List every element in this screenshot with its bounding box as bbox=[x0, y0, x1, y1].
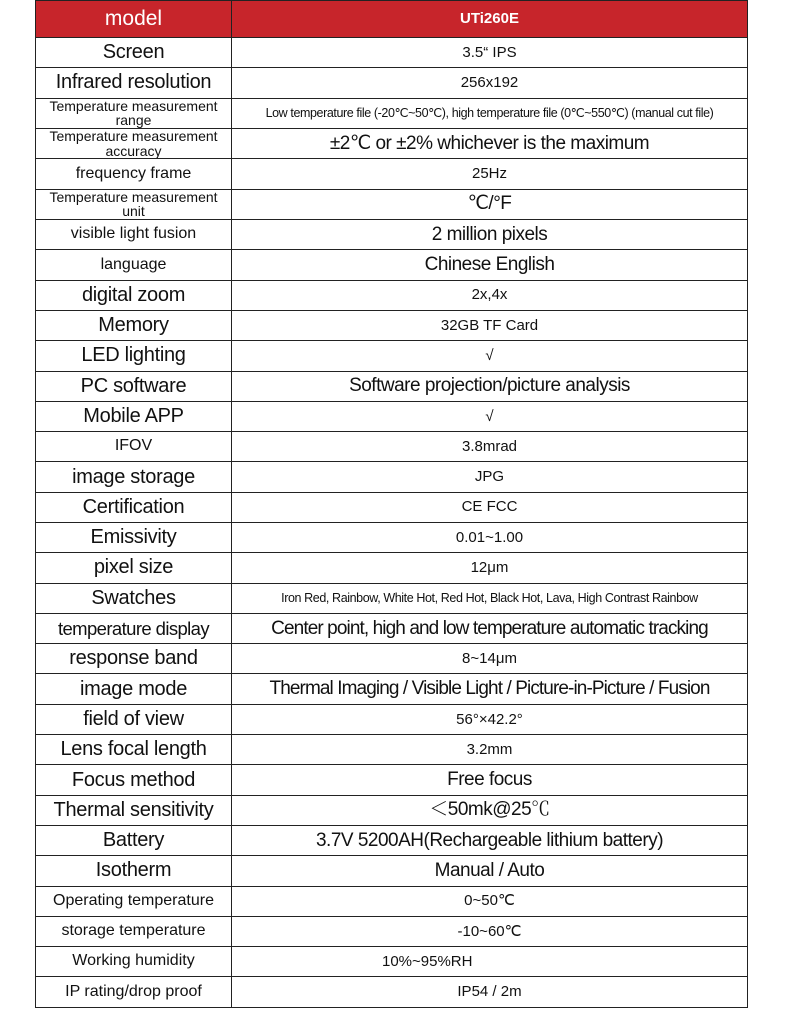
row-label: Lens focal length bbox=[36, 735, 232, 765]
row-label: Screen bbox=[36, 38, 232, 68]
table-row bbox=[36, 765, 748, 795]
table-row bbox=[36, 583, 748, 613]
row-label: Infrared resolution bbox=[36, 68, 232, 98]
row-value: 3.8mrad bbox=[232, 432, 748, 462]
row-label: Temperature measurement accuracy bbox=[36, 128, 232, 158]
table-row bbox=[36, 977, 748, 1007]
table-row bbox=[36, 735, 748, 765]
row-label: image mode bbox=[36, 674, 232, 704]
table-row bbox=[36, 401, 748, 431]
row-label: frequency frame bbox=[36, 159, 232, 189]
row-value: IP54 / 2m bbox=[232, 977, 748, 1007]
row-value: 3.5“ IPS bbox=[232, 38, 748, 68]
row-value: 32GB TF Card bbox=[232, 310, 748, 340]
row-value: Thermal Imaging / Visible Light / Picture-in-Picture / Fusion bbox=[232, 674, 748, 704]
row-label: IFOV bbox=[36, 432, 232, 462]
table-row bbox=[36, 280, 748, 310]
row-value: ±2℃ or ±2% whichever is the maximum bbox=[232, 128, 748, 158]
row-value: 256x192 bbox=[232, 68, 748, 98]
table-row bbox=[36, 947, 748, 977]
row-value: 2 million pixels bbox=[232, 220, 748, 250]
row-value: Center point, high and low temperature automatic tracking bbox=[232, 613, 748, 643]
table-row bbox=[36, 674, 748, 704]
row-value: Free focus bbox=[232, 765, 748, 795]
row-label: PC software bbox=[36, 371, 232, 401]
row-label: Working humidity bbox=[36, 947, 232, 977]
table-row bbox=[36, 98, 748, 128]
header-model-label: model bbox=[36, 1, 232, 38]
row-label: field of view bbox=[36, 704, 232, 734]
row-value: 25Hz bbox=[232, 159, 748, 189]
table-row bbox=[36, 613, 748, 643]
row-label: digital zoom bbox=[36, 280, 232, 310]
row-value: √ bbox=[232, 341, 748, 371]
row-value: CE FCC bbox=[232, 492, 748, 522]
table-row bbox=[36, 341, 748, 371]
table-row bbox=[36, 704, 748, 734]
row-label: pixel size bbox=[36, 553, 232, 583]
row-value: 3.7V 5200AH(Rechargeable lithium battery) bbox=[232, 825, 748, 855]
row-value: JPG bbox=[232, 462, 748, 492]
row-value: 0~50℃ bbox=[232, 886, 748, 916]
table-row bbox=[36, 310, 748, 340]
row-label: Isotherm bbox=[36, 856, 232, 886]
table-row bbox=[36, 68, 748, 98]
row-label: Temperature measurement unit bbox=[36, 189, 232, 219]
row-value: ＜50mk@25℃ bbox=[232, 795, 748, 825]
row-label: storage temperature bbox=[36, 916, 232, 946]
table-row bbox=[36, 795, 748, 825]
row-label: Temperature measurement range bbox=[36, 98, 232, 128]
row-value: -10~60℃ bbox=[232, 916, 748, 946]
row-label: language bbox=[36, 250, 232, 280]
row-label: response band bbox=[36, 644, 232, 674]
row-label: Memory bbox=[36, 310, 232, 340]
row-label: Mobile APP bbox=[36, 401, 232, 431]
table-row bbox=[36, 371, 748, 401]
table-row bbox=[36, 250, 748, 280]
row-value: 8~14μm bbox=[232, 644, 748, 674]
table-row bbox=[36, 492, 748, 522]
table-row bbox=[36, 462, 748, 492]
row-label: Focus method bbox=[36, 765, 232, 795]
row-value: 3.2mm bbox=[232, 735, 748, 765]
table-row bbox=[36, 189, 748, 219]
row-value: Low temperature file (-20℃~50℃), high temperature file (0℃~550℃) (manual cut file) bbox=[232, 98, 748, 128]
row-value: ℃/°F bbox=[232, 189, 748, 219]
table-row bbox=[36, 856, 748, 886]
row-value: 12μm bbox=[232, 553, 748, 583]
row-label: image storage bbox=[36, 462, 232, 492]
row-value: Chinese English bbox=[232, 250, 748, 280]
row-label: IP rating/drop proof bbox=[36, 977, 232, 1007]
row-label: temperature display bbox=[36, 613, 232, 643]
row-value: 0.01~1.00 bbox=[232, 522, 748, 552]
row-value: Iron Red, Rainbow, White Hot, Red Hot, Black Hot, Lava, High Contrast Rainbow bbox=[232, 583, 748, 613]
row-label: Certification bbox=[36, 492, 232, 522]
table-row bbox=[36, 886, 748, 916]
spec-table bbox=[35, 0, 748, 1008]
table-row bbox=[36, 128, 748, 158]
row-label: Emissivity bbox=[36, 522, 232, 552]
table-row bbox=[36, 553, 748, 583]
table-row bbox=[36, 825, 748, 855]
table-row bbox=[36, 159, 748, 189]
row-label: visible light fusion bbox=[36, 220, 232, 250]
table-row bbox=[36, 644, 748, 674]
row-label: LED lighting bbox=[36, 341, 232, 371]
table-header-row bbox=[36, 1, 748, 38]
header-model-value: UTi260E bbox=[232, 1, 748, 38]
row-value: Manual / Auto bbox=[232, 856, 748, 886]
row-label: Battery bbox=[36, 825, 232, 855]
row-value: √ bbox=[232, 401, 748, 431]
row-label: Swatches bbox=[36, 583, 232, 613]
row-value: 2x,4x bbox=[232, 280, 748, 310]
row-label: Thermal sensitivity bbox=[36, 795, 232, 825]
table-row bbox=[36, 432, 748, 462]
row-value: 10%~95%RH bbox=[232, 947, 748, 977]
spec-sheet bbox=[35, 0, 747, 1008]
table-row bbox=[36, 522, 748, 552]
row-label: Operating temperature bbox=[36, 886, 232, 916]
table-row bbox=[36, 916, 748, 946]
table-row bbox=[36, 220, 748, 250]
table-row bbox=[36, 38, 748, 68]
row-value: 56°×42.2° bbox=[232, 704, 748, 734]
row-value: Software projection/picture analysis bbox=[232, 371, 748, 401]
